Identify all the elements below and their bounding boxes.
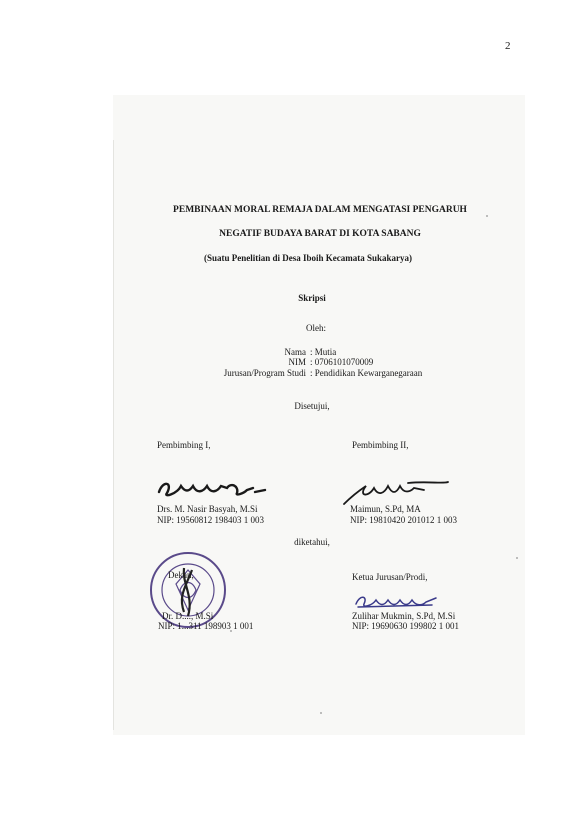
supervisor2-title: Pembimbing II, <box>352 440 409 450</box>
field-value-name: : Mutia <box>310 347 337 357</box>
approved-label: Disetujui, <box>294 401 330 411</box>
supervisor2-nip: NIP: 19810420 201012 1 003 <box>350 515 458 525</box>
field-value-nim: : 0706101070009 <box>310 357 374 367</box>
supervisor1-nip: NIP: 19560812 198403 1 003 <box>157 515 265 525</box>
head-nip: NIP: 19690630 199802 1 001 <box>352 621 460 631</box>
head-title: Ketua Jurusan/Prodi, <box>352 572 428 582</box>
subtitle: (Suatu Penelitian di Desa Iboih Kecamata Sukakarya) <box>203 253 413 263</box>
field-value-program: : Pendidikan Kewarganegaraan <box>310 368 423 378</box>
field-label-nim: NIM <box>288 357 306 367</box>
page-number: 2 <box>505 40 511 52</box>
head-signature <box>352 592 442 610</box>
head-name: Zulihar Mukmin, S.Pd, M.Si <box>352 611 456 621</box>
supervisor1-name: Drs. M. Nasir Basyah, M.Si <box>157 504 258 514</box>
dean-name: Dr. D...., M.Si <box>162 611 214 621</box>
field-label-name: Nama <box>284 347 306 357</box>
by-label: Oleh: <box>306 323 326 333</box>
dean-nip: NIP: 1...311 198903 1 001 <box>158 621 254 631</box>
scanned-page <box>113 95 525 735</box>
supervisor1-title: Pembimbing I, <box>157 440 211 450</box>
supervisor1-signature <box>155 478 270 500</box>
field-label-program: Jurusan/Program Studi <box>223 368 306 378</box>
dean-title: Dekan, <box>168 570 194 580</box>
known-label: diketahui, <box>294 537 330 547</box>
supervisor2-name: Maimun, S.Pd, MA <box>350 504 421 514</box>
doc-type: Skripsi <box>298 293 326 303</box>
title-line-2: NEGATIF BUDAYA BARAT DI KOTA SABANG <box>219 229 421 239</box>
title-line-1: PEMBINAAN MORAL REMAJA DALAM MENGATASI PENGARUH <box>173 205 467 215</box>
